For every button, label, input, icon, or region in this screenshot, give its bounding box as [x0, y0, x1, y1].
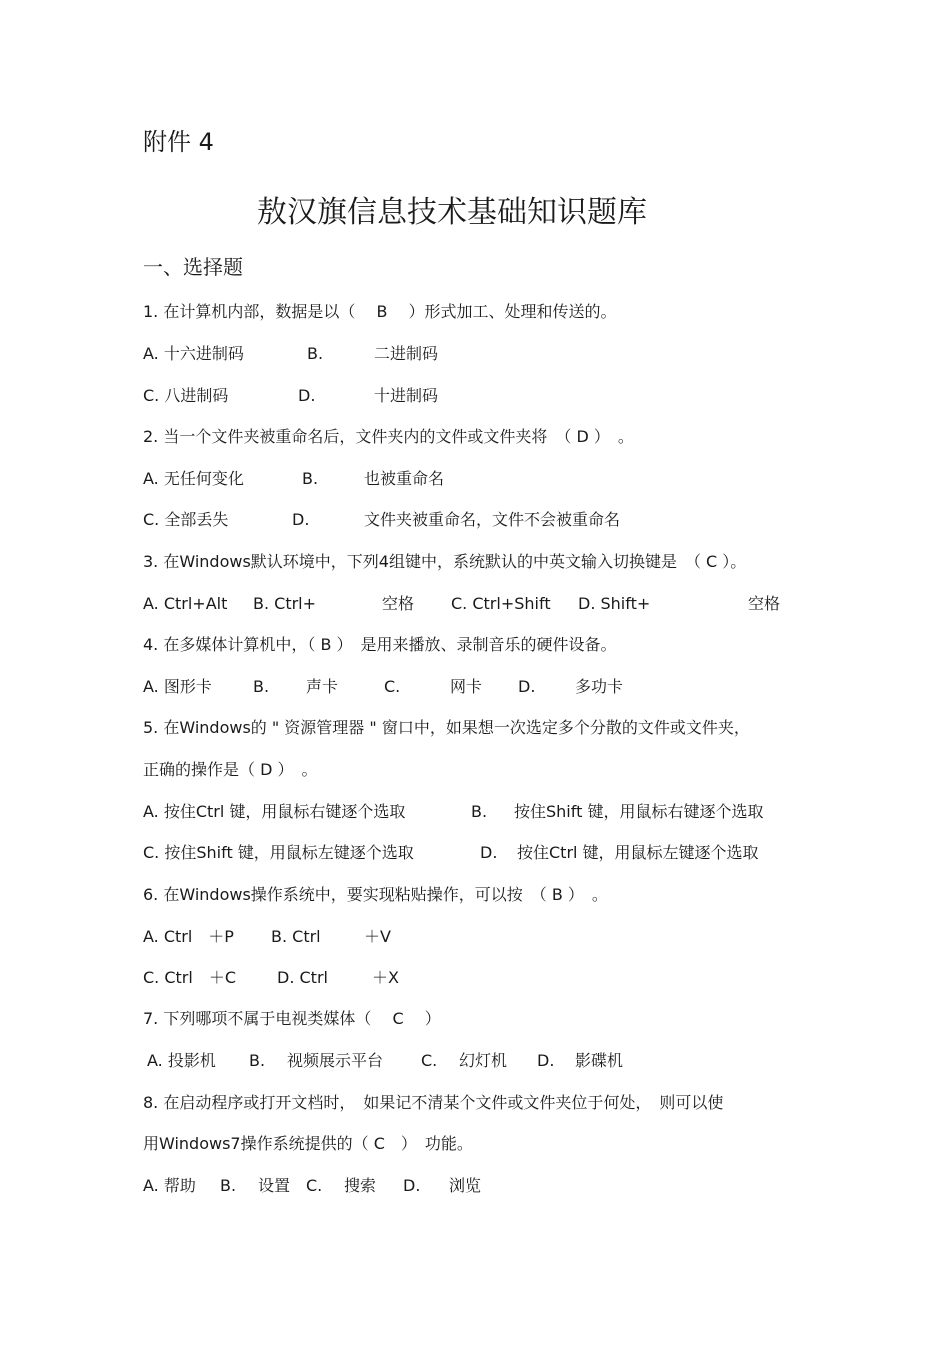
q7-option-d-letter: D.	[537, 1051, 555, 1070]
q7-option-b-letter: B.	[249, 1051, 266, 1070]
q1-option-c: C. 八进制码	[143, 386, 229, 405]
question-5-stem: 5. 在Windows的 " 资源管理器 " 窗口中，如果想一次选定多个分散的文件或文件夹，	[143, 718, 750, 737]
q5-option-c: C. 按住Shift 键，用鼠标左键逐个选取	[143, 843, 414, 862]
q6-option-b-key: ＋V	[364, 927, 391, 946]
q2-option-d-text: 文件夹被重命名，文件不会被重命名	[364, 510, 621, 529]
q6-option-a: A. Ctrl ＋P	[143, 927, 234, 946]
q5-option-b-letter: B.	[471, 802, 488, 821]
question-6-stem: 6. 在Windows操作系统中，要实现粘贴操作，可以按 （ B ） 。	[143, 885, 608, 904]
q1-option-b-letter: B.	[307, 344, 324, 363]
q1-option-b-text: 二进制码	[374, 344, 439, 363]
q3-option-c: C. Ctrl+Shift	[451, 594, 551, 613]
q7-option-c-letter: C.	[421, 1051, 438, 1070]
q8-option-d-letter: D.	[403, 1176, 421, 1195]
appendix-label: 附件 4	[143, 128, 214, 156]
q4-option-d-text: 多功卡	[575, 677, 624, 696]
q4-option-b-text: 声卡	[306, 677, 339, 696]
q8-option-d-text: 浏览	[449, 1176, 482, 1195]
q4-option-b-letter: B.	[253, 677, 270, 696]
q6-option-c: C. Ctrl ＋C	[143, 968, 236, 987]
question-4-stem: 4. 在多媒体计算机中，（ B ） 是用来播放、录制音乐的硬件设备。	[143, 635, 617, 654]
q2-option-c: C. 全部丢失	[143, 510, 229, 529]
q2-option-a: A. 无任何变化	[143, 469, 244, 488]
q3-option-b-key: 空格	[382, 594, 415, 613]
question-8-stem: 8. 在启动程序或打开文档时， 如果记不清某个文件或文件夹位于何处， 则可以使	[143, 1093, 724, 1112]
question-3-stem: 3. 在Windows默认环境中，下列4组键中，系统默认的中英文输入切换键是 （ C ）。	[143, 552, 747, 571]
q4-option-c-text: 网卡	[450, 677, 483, 696]
q8-option-c-letter: C.	[306, 1176, 323, 1195]
q7-option-c-text: 幻灯机	[459, 1051, 508, 1070]
q8-option-a: A. 帮助	[143, 1176, 196, 1195]
section-heading: 一、选择题	[143, 255, 243, 279]
q5-option-d-letter: D.	[480, 843, 498, 862]
q1-option-d-letter: D.	[298, 386, 316, 405]
q4-option-d-letter: D.	[518, 677, 536, 696]
q3-option-a: A. Ctrl+Alt	[143, 594, 228, 613]
question-1-stem: 1. 在计算机内部，数据是以（ B ）形式加工、处理和传送的。	[143, 302, 617, 321]
q4-option-a: A. 图形卡	[143, 677, 212, 696]
q7-option-b-text: 视频展示平台	[287, 1051, 384, 1070]
document-title: 敖汉旗信息技术基础知识题库	[257, 195, 647, 230]
q8-option-c-text: 搜索	[344, 1176, 377, 1195]
q2-option-d-letter: D.	[292, 510, 310, 529]
q3-option-d-key: 空格	[748, 594, 781, 613]
q8-option-b-letter: B.	[220, 1176, 237, 1195]
q2-option-b-text: 也被重命名	[364, 469, 445, 488]
q7-option-d-text: 影碟机	[575, 1051, 624, 1070]
q3-option-d: D. Shift+	[578, 594, 651, 613]
q8-option-b-text: 设置	[258, 1176, 291, 1195]
q6-option-d-key: ＋X	[372, 968, 399, 987]
q6-option-b: B. Ctrl	[271, 927, 321, 946]
q6-option-d: D. Ctrl	[277, 968, 328, 987]
q5-option-d-text: 按住Ctrl 键，用鼠标左键逐个选取	[517, 843, 759, 862]
q3-option-b: B. Ctrl+	[253, 594, 317, 613]
q2-option-b-letter: B.	[302, 469, 319, 488]
question-2-stem: 2. 当一个文件夹被重命名后，文件夹内的文件或文件夹将 （ D ） 。	[143, 427, 634, 446]
q1-option-d-text: 十进制码	[374, 386, 439, 405]
question-5-stem-continued: 正确的操作是（ D ） 。	[143, 760, 318, 779]
question-8-stem-continued: 用Windows7操作系统提供的（ C ） 功能。	[143, 1134, 473, 1153]
q5-option-b-text: 按住Shift 键，用鼠标右键逐个选取	[514, 802, 764, 821]
q1-option-a: A. 十六进制码	[143, 344, 244, 363]
question-7-stem: 7. 下列哪项不属于电视类媒体（ C ）	[143, 1009, 441, 1028]
q7-option-a: A. 投影机	[147, 1051, 216, 1070]
q5-option-a: A. 按住Ctrl 键，用鼠标右键逐个选取	[143, 802, 406, 821]
q4-option-c-letter: C.	[384, 677, 401, 696]
